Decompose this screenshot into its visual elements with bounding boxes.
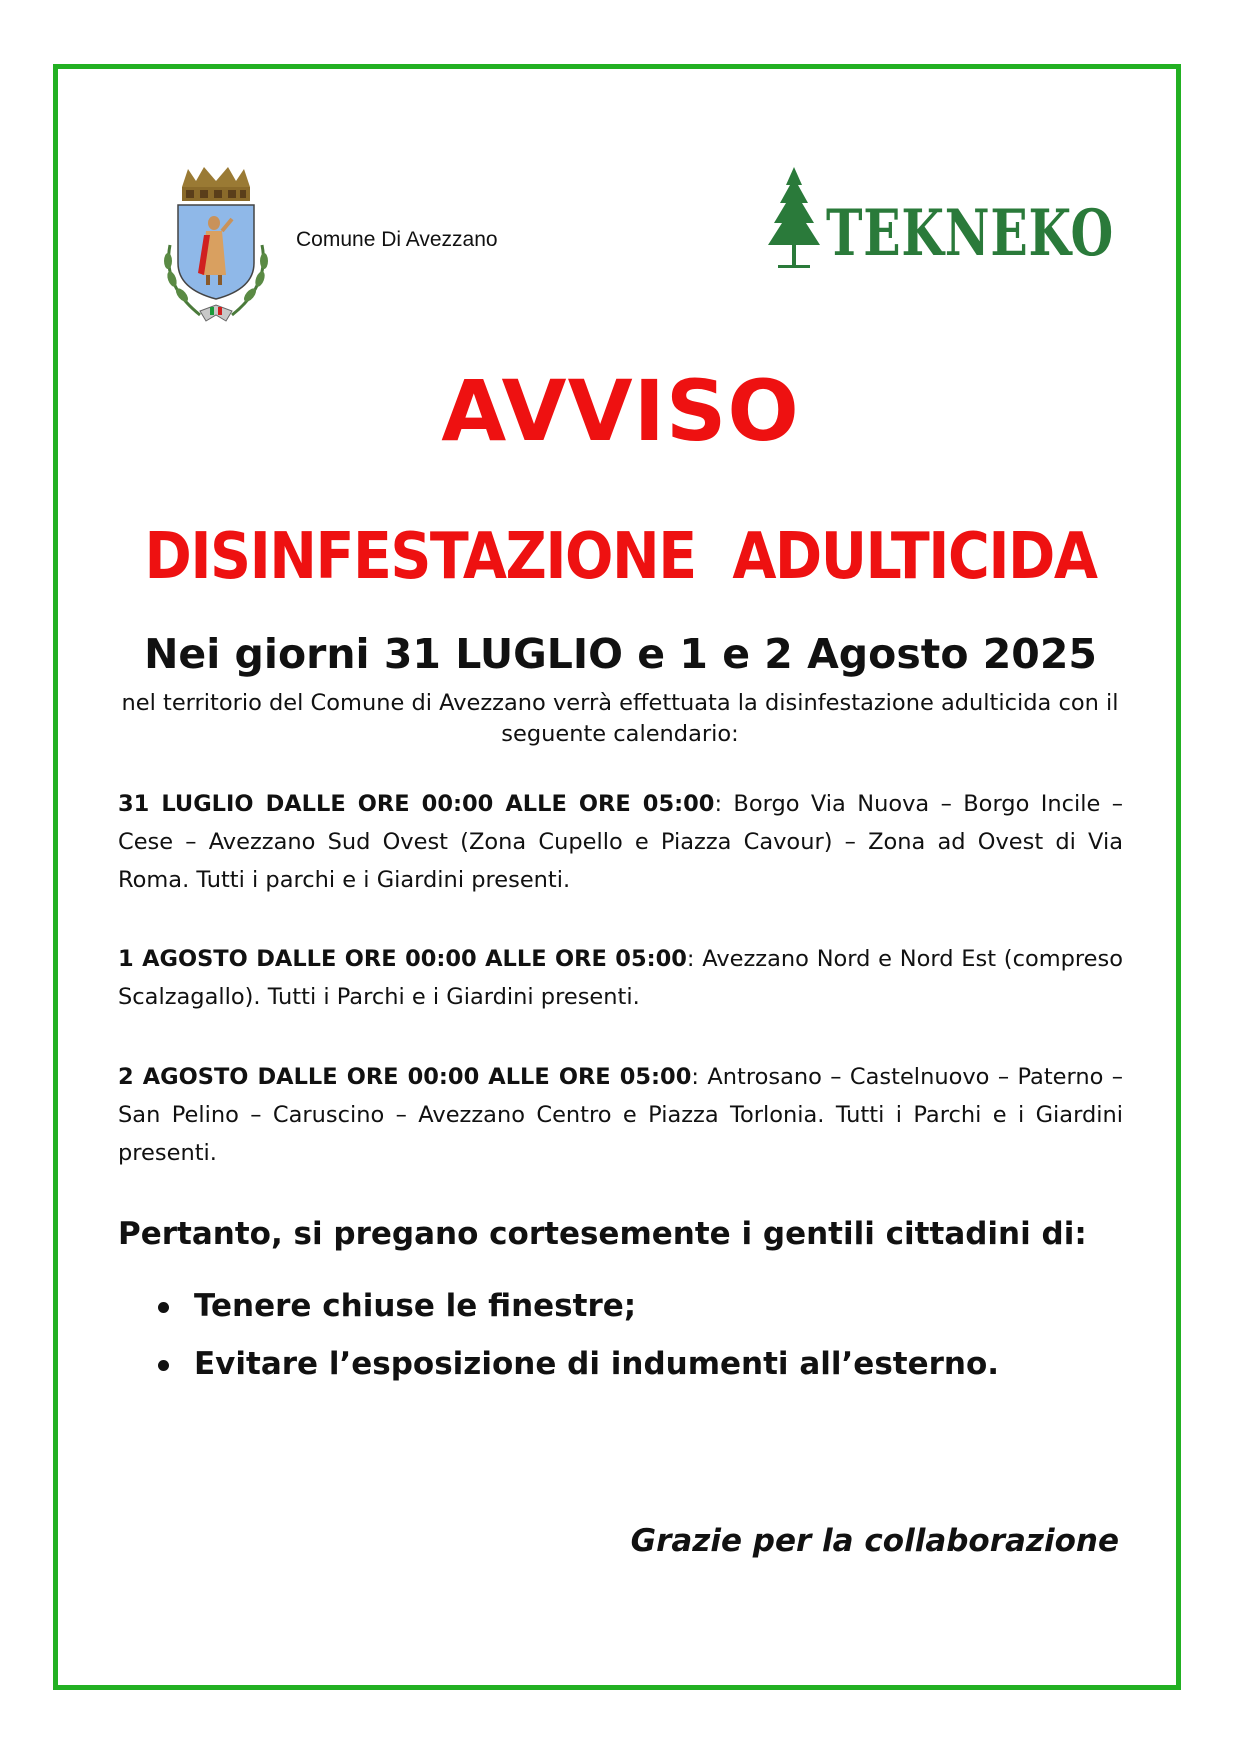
notice-title: AVVISO bbox=[441, 362, 800, 460]
schedule-item bbox=[118, 785, 1123, 899]
schedule-label: 1 AGOSTO DALLE ORE 00:00 ALLE ORE 05:00 bbox=[118, 946, 687, 972]
list-item-text: Evitare l’esposizione di indumenti all’esterno. bbox=[194, 1346, 1000, 1382]
tekneko-logo bbox=[762, 165, 1122, 277]
schedule-label: 31 LUGLIO DALLE ORE 00:00 ALLE ORE 05:00 bbox=[118, 791, 715, 817]
list-item bbox=[152, 1335, 999, 1393]
notice-subtitle: DISINFESTAZIONE ADULTICIDA bbox=[144, 520, 1097, 594]
schedule-item bbox=[118, 940, 1123, 1016]
schedule-areas: : Borgo Via Nuova – Borgo Incile – Cese – Avezzano Sud Ovest (Zona Cupello e Piazza Cavour) – Zona ad Ovest di Via Roma. Tutti i parchi e i Giardini presenti. bbox=[118, 791, 1123, 893]
schedule-label: 2 AGOSTO DALLE ORE 00:00 ALLE ORE 05:00 bbox=[118, 1064, 692, 1090]
schedule-areas: : Antrosano – Castelnuovo – Paterno – San Pelino – Caruscino – Avezzano Centro e Piazza Torlonia. Tutti i Parchi e i Giardini presenti. bbox=[118, 1064, 1124, 1166]
bullet-icon bbox=[158, 1302, 169, 1313]
coat-of-arms-icon bbox=[160, 165, 272, 327]
closing-text: Grazie per la collaborazione bbox=[630, 1523, 1119, 1559]
request-list bbox=[152, 1277, 999, 1393]
dates-heading: Nei giorni 31 LUGLIO e 1 e 2 Agosto 2025 bbox=[144, 630, 1097, 678]
schedule-item bbox=[118, 1058, 1123, 1172]
intro-text: nel territorio del Comune di Avezzano verrà effettuata la disinfestazione adulticida con il seguente calendario: bbox=[121, 690, 1119, 747]
list-item-text: Tenere chiuse le finestre; bbox=[194, 1288, 637, 1324]
schedule-areas: : Avezzano Nord e Nord Est (compreso Scalzagallo). Tutti i Parchi e i Giardini presenti. bbox=[118, 946, 1124, 1010]
comune-label: Comune Di Avezzano bbox=[296, 228, 498, 251]
brand-name: TEKNEKO bbox=[826, 196, 1114, 271]
request-heading: Pertanto, si pregano cortesemente i gentili cittadini di: bbox=[118, 1216, 1087, 1252]
list-item bbox=[152, 1277, 999, 1335]
pine-tree-icon bbox=[762, 165, 1122, 277]
bullet-icon bbox=[158, 1360, 169, 1371]
